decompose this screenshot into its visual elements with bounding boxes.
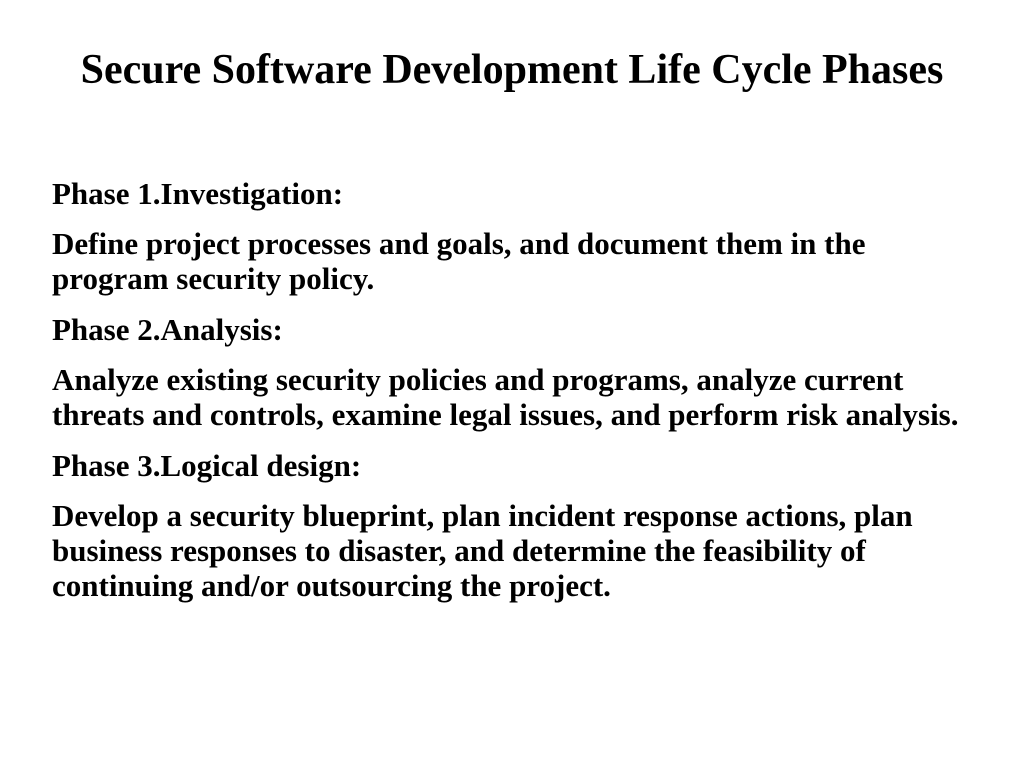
phase-heading: Phase 1.Investigation: [52, 176, 344, 211]
phase-item-2 [52, 312, 982, 432]
phase-item-1 [52, 176, 982, 296]
phase-heading: Phase 2.Analysis: [52, 312, 283, 347]
phase-list [52, 176, 982, 619]
slide-title: Secure Software Development Life Cycle Phases [80, 47, 944, 93]
phase-description: Develop a security blueprint, plan incident response actions, plan business responses to disaster, and determine the feasibility of continuing and/or outsourcing the project. [52, 498, 913, 603]
phase-item-3 [52, 448, 982, 603]
phase-description: Analyze existing security policies and programs, analyze current threats and controls, examine legal issues, and perform risk analysis. [52, 362, 959, 432]
phase-heading: Phase 3.Logical design: [52, 448, 362, 483]
phase-description: Define project processes and goals, and document them in the program security policy. [52, 226, 866, 296]
